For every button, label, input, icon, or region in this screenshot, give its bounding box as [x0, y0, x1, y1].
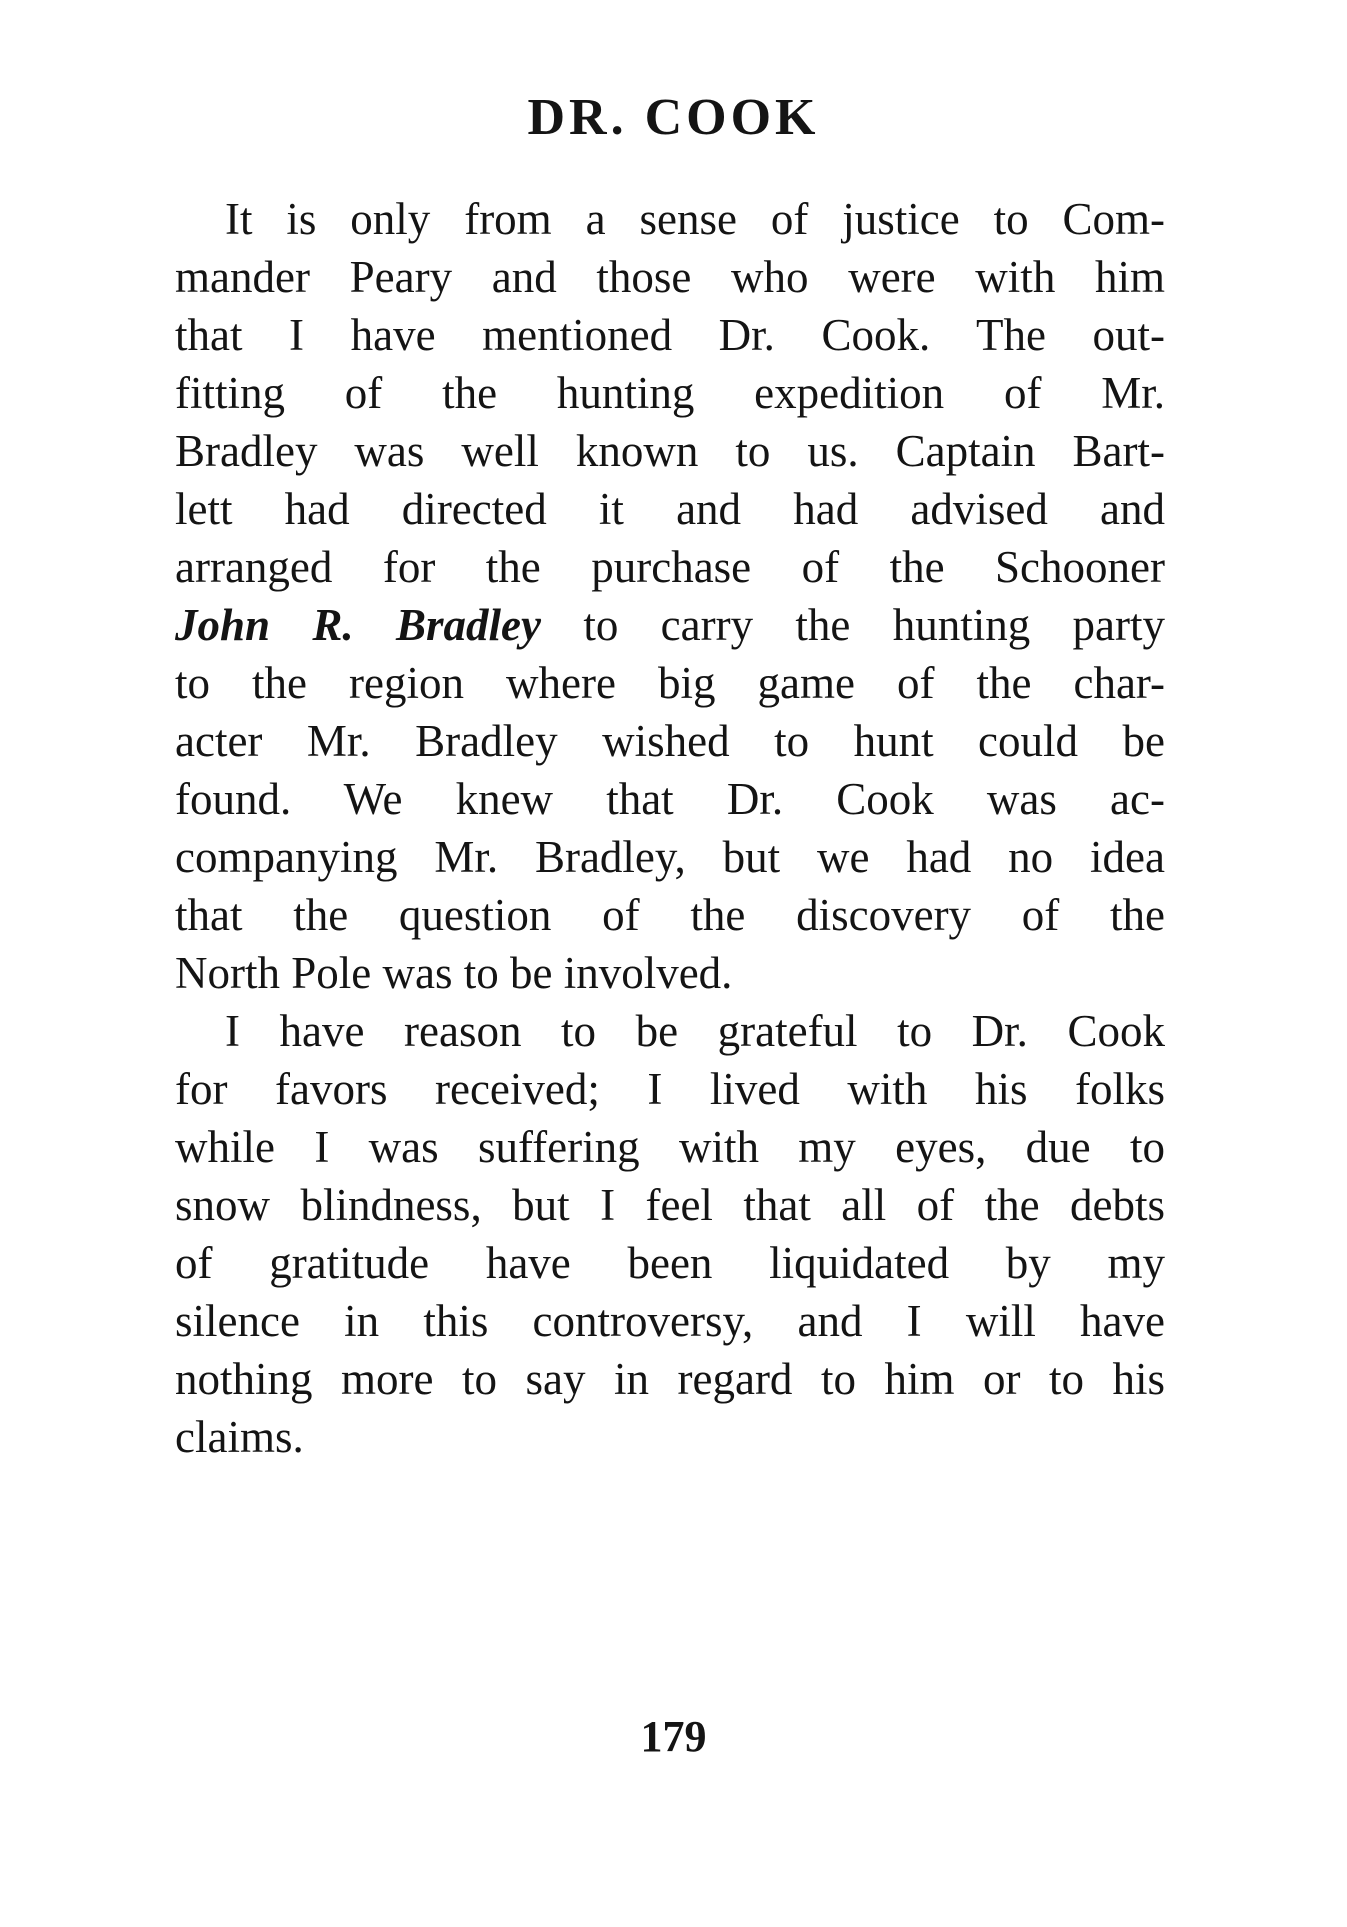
text-line: silence in this controversy, and I will have [175, 1296, 1165, 1346]
text-line: claims. [175, 1412, 304, 1462]
paragraph-1 [175, 190, 1165, 1002]
text-line: companying Mr. Bradley, but we had no idea [175, 832, 1165, 882]
text-line: that I have mentioned Dr. Cook. The out- [175, 310, 1165, 360]
text-fragment: to carry the hunting party [583, 600, 1166, 650]
text-line: of gratitude have been liquidated by my [175, 1238, 1165, 1288]
text-line: to the region where big game of the char- [175, 658, 1165, 708]
text-line: It is only from a sense of justice to Com- [225, 194, 1165, 244]
text-line: for favors received; I lived with his folks [175, 1064, 1165, 1114]
text-line: snow blindness, but I feel that all of the debts [175, 1180, 1165, 1230]
text-line: Bradley was well known to us. Captain Bart- [175, 426, 1165, 476]
text-line: North Pole was to be involved. [175, 948, 733, 998]
text-line: arranged for the purchase of the Schooner [175, 542, 1165, 592]
ship-name: John R. Bradley [175, 600, 541, 650]
running-head: DR. COOK [527, 89, 820, 146]
text-line: found. We knew that Dr. Cook was ac- [175, 774, 1165, 824]
text-line: I have reason to be grateful to Dr. Cook [225, 1006, 1165, 1056]
text-line: lett had directed it and had advised and [175, 484, 1165, 534]
text-line: while I was suffering with my eyes, due to [175, 1122, 1165, 1172]
body-text [175, 190, 1165, 1466]
text-line: that the question of the discovery of the [175, 890, 1165, 940]
text-line: nothing more to say in regard to him or to his [175, 1354, 1165, 1404]
paragraph-2 [175, 1002, 1165, 1466]
text-line: mander Peary and those who were with him [175, 252, 1165, 302]
text-line: acter Mr. Bradley wished to hunt could be [175, 716, 1165, 766]
text-line: fitting of the hunting expedition of Mr. [175, 368, 1165, 418]
text-line-with-ship-name [175, 596, 1165, 654]
page-number: 179 [640, 1712, 707, 1761]
